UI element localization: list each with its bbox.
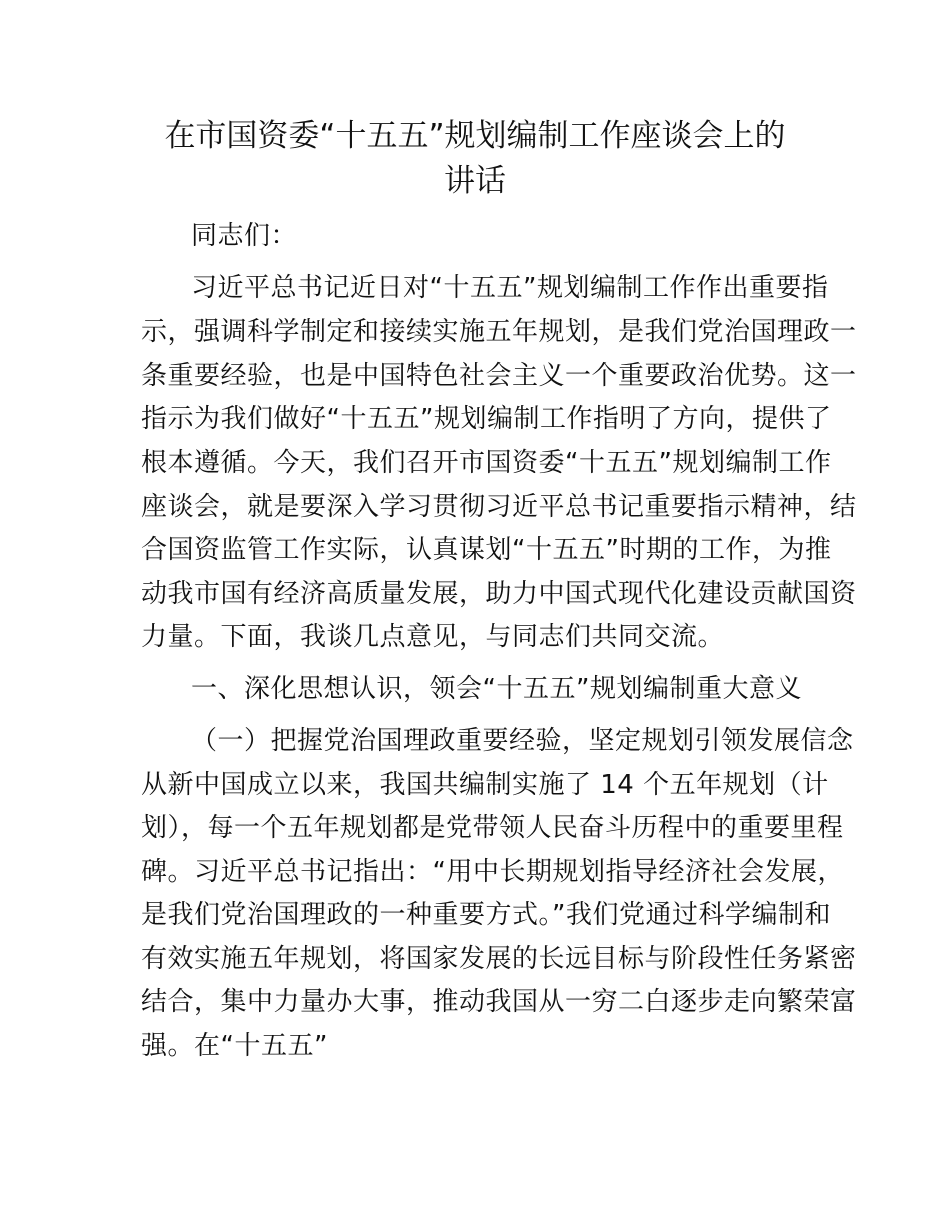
paragraph-line: 合国资监管工作实际，认真谋划“十五五”时期的工作，为推 <box>141 535 832 565</box>
paragraph-line: 是我们党治国理政的一种重要方式。”我们党通过科学编制和 <box>141 900 831 930</box>
paragraph-line: 有效实施五年规划，将国家发展的长远目标与阶段性任务紧密 <box>141 944 857 974</box>
paragraph-line: 示，强调科学制定和接续实施五年规划，是我们党治国理政一 <box>141 317 857 347</box>
paragraph-line: 动我市国有经济高质量发展，助力中国式现代化建设贡献国资 <box>141 579 857 609</box>
paragraph-line: 强。在“十五五” <box>141 1031 328 1061</box>
paragraph-line: 从新中国成立以来，我国共编制实施了 14 个五年规划（计 <box>141 770 829 800</box>
subsection-heading: （一）把握党治国理政重要经验，坚定规划引领发展信念 <box>191 726 854 756</box>
document-title-line-1: 在市国资委“十五五”规划编制工作座谈会上的 <box>164 118 786 154</box>
section-heading: 一、深化思想认识，领会“十五五”规划编制重大意义 <box>191 674 802 704</box>
paragraph-line: 划），每一个五年规划都是党带领人民奋斗历程中的重要里程 <box>141 813 844 843</box>
paragraph-line: 座谈会，就是要深入学习贯彻习近平总书记重要指示精神，结 <box>141 492 857 522</box>
paragraph-line: 指示为我们做好“十五五”规划编制工作指明了方向，提供了 <box>141 404 832 434</box>
document-title-line-2: 讲话 <box>444 163 506 199</box>
paragraph-line: 力量。下面，我谈几点意见，与同志们共同交流。 <box>141 622 725 652</box>
salutation: 同志们： <box>191 221 298 251</box>
paragraph-line: 碑。习近平总书记指出：“用中长期规划指导经济社会发展， <box>141 857 844 887</box>
paragraph-line: 结合，集中力量办大事，推动我国从一穷二白逐步走向繁荣富 <box>141 987 857 1017</box>
paragraph-line: 条重要经验，也是中国特色社会主义一个重要政治优势。这一 <box>141 361 857 391</box>
paragraph-line: 根本遵循。今天，我们召开市国资委“十五五”规划编制工作 <box>141 448 832 478</box>
paragraph-line: 习近平总书记近日对“十五五”规划编制工作作出重要指 <box>191 273 829 303</box>
